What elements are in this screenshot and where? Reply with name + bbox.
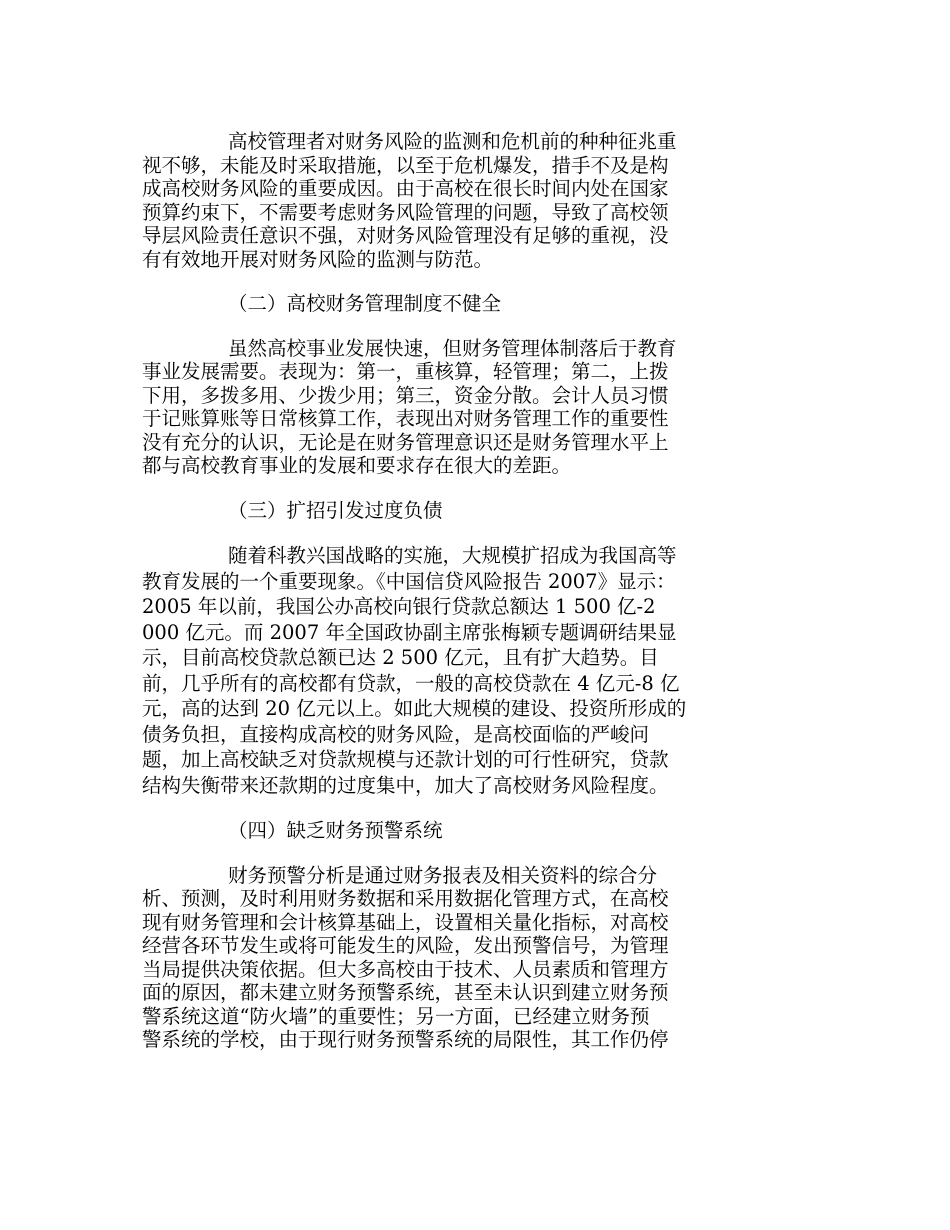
paragraph-line: 析、预测，及时利用财务数据和采用数据化管理方式，在高校 xyxy=(142,887,669,910)
document-body xyxy=(142,130,742,1073)
section-heading-management-system: （二）高校财务管理制度不健全 xyxy=(228,292,502,315)
paragraph-line: 警系统这道“防火墙”的重要性；另一方面，已经建立财务预 xyxy=(142,1004,650,1028)
paragraph-line: 下用，多拨多用、少拨少用；第三，资金分散。会计人员习惯 xyxy=(142,383,669,407)
paragraph-line: 面的原因，都未建立财务预警系统，甚至未认识到建立财务预 xyxy=(142,981,669,1004)
section-heading-excessive-debt: （三）扩招引发过度负债 xyxy=(228,498,443,522)
paragraph-line: 警系统的学校，由于现行财务预警系统的局限性，其工作仍停 xyxy=(142,1028,669,1051)
paragraph-early-warning xyxy=(142,864,742,1052)
paragraph-excessive-debt xyxy=(142,543,742,798)
paragraph-line: 都与高校教育事业的发展和要求存在很大的差距。 xyxy=(142,454,572,477)
paragraph-line: 成高校财务风险的重要成因。由于高校在很长时间内处在国家 xyxy=(142,177,669,200)
paragraph-line: 元，高的达到 20 亿元以上。如此大规模的建设、投资所形成的 xyxy=(142,697,687,720)
paragraph-line: 于记账算账等日常核算工作，表现出对财务管理工作的重要性 xyxy=(142,407,669,430)
paragraph-line: 有有效地开展对财务风险的监测与防范。 xyxy=(142,247,494,271)
paragraph-line: 随着科教兴国战略的实施，大规模扩招成为我国高等 xyxy=(228,544,677,567)
paragraph-line: 虽然高校事业发展快速，但财务管理体制落后于教育 xyxy=(228,336,677,360)
paragraph-management-system xyxy=(142,337,742,478)
paragraph-line: 教育发展的一个重要现象。《中国信贷风险报告 2007》显示： xyxy=(142,569,676,593)
paragraph-line: 没有充分的认识，无论是在财务管理意识还是财务管理水平上 xyxy=(142,430,669,454)
paragraph-line: 事业发展需要。表现为：第一，重核算，轻管理；第二，上拨 xyxy=(142,360,669,383)
paragraph-line: 视不够，未能及时采取措施，以至于危机爆发，措手不及是构 xyxy=(142,153,669,177)
paragraph-line: 当局提供决策依据。但大多高校由于技术、人员素质和管理方 xyxy=(142,957,669,981)
paragraph-line: 经营各环节发生或将可能发生的风险，发出预警信号，为管理 xyxy=(142,934,669,957)
paragraph-line: 现有财务管理和会计核算基础上，设置相关量化指标，对高校 xyxy=(142,910,669,934)
paragraph-line: 财务预警分析是通过财务报表及相关资料的综合分 xyxy=(228,863,658,887)
paragraph-line: 结构失衡带来还款期的过度集中，加大了高校财务风险程度。 xyxy=(142,773,669,797)
paragraph-line: 预算约束下，不需要考虑财务风险管理的问题，导致了高校领 xyxy=(142,200,669,224)
paragraph-line: 示，目前高校贷款总额已达 2 500 亿元，且有扩大趋势。目 xyxy=(142,646,659,669)
paragraph-line: 题，加上高校缺乏对贷款规模与还款计划的可行性研究，贷款 xyxy=(142,748,669,771)
paragraph-line: 前，几乎所有的高校都有贷款，一般的高校贷款在 4 亿元-8 亿 xyxy=(142,671,680,695)
paragraph-line: 高校管理者对财务风险的监测和危机前的种种征兆重 xyxy=(228,130,677,153)
paragraph-line: 债务负担，直接构成高校的财务风险，是高校面临的严峻问 xyxy=(142,722,650,746)
paragraph-monitoring-neglect xyxy=(142,130,742,271)
paragraph-line: 2005 年以前，我国公办高校向银行贷款总额达 1 500 亿-2 xyxy=(142,595,656,618)
paragraph-line: 导层风险责任意识不强，对财务风险管理没有足够的重视，没 xyxy=(142,224,669,247)
paragraph-line: 000 亿元。而 2007 年全国政协副主席张梅颖专题调研结果显 xyxy=(142,620,677,644)
section-heading-early-warning: （四）缺乏财务预警系统 xyxy=(228,819,443,842)
